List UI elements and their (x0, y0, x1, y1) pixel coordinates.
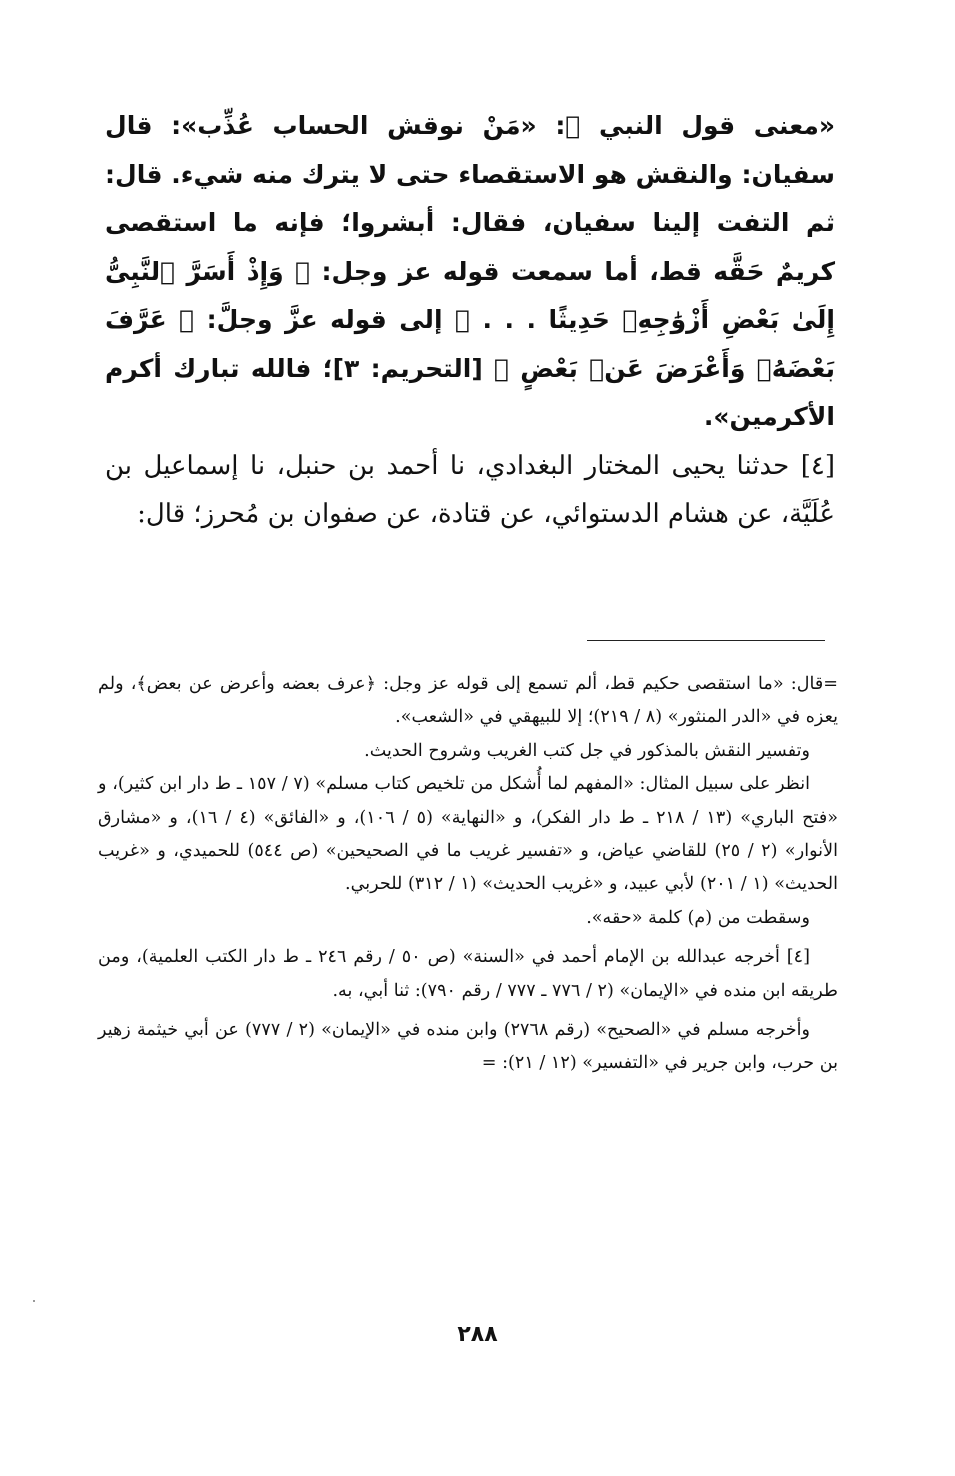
footnote-continuation: =قال: «ما استقصى حكيم قط، ألم تسمع إلى قوله عز وجل: ﴿عرف بعضه وأعرض عن بعض﴾، ولم يعزه في «الدر المنثور» (٨ / ٢١٩)؛ إلا للبيهقي في «الشعب». (98, 674, 838, 728)
footnotes (98, 668, 838, 1081)
footnote-paragraph: وأخرجه مسلم في «الصحيح» (رقم ٢٧٦٨) وابن منده في «الإيمان» (٢ / ٧٧٧) عن أبي خيثمة زهير بن حرب، وابن جرير في «التفسير» (١٢ / ٢١): = (98, 1020, 838, 1074)
page-number: ٢٨٨ (457, 1322, 498, 1347)
main-bold-paragraph: «معنى قول النبي ﷺ: «مَنْ نوقش الحساب عُذِّب»: قال سفيان: والنقش هو الاستقصاء حتى لا يترك منه شيء. قال: ثم التفت إلينا سفيان، فقال: أبشروا؛ فإنه ما استقصى كريمٌ حَقَّه قط، أما سمعت قوله عز وجل: ﴿ وَإِذْ أَسَرَّ ٱلنَّبِىُّ إِلَىٰ بَعْضِ أَزْوَٰجِهِۦ حَدِيثًا . . . ﴾ إلى قوله عزَّ وجلَّ: ﴿ عَرَّفَ بَعْضَهُۥ وَأَعْرَضَ عَنۢ بَعْضٍ ﴾ [التحريم: ٣]؛ فالله تبارك أكرم الأكرمين». (105, 111, 835, 431)
footnote-paragraph: [٤] أخرجه عبدالله بن الإمام أحمد في «السنة» (ص ٥٠ / رقم ٢٤٦ ـ ط دار الكتب العلمية)، ومن طريقه ابن منده في «الإيمان» (٢ / ٧٧٦ ـ ٧٧٧ / رقم ٧٩٠): ثنا أبي، به. (98, 947, 838, 1001)
scan-speck (33, 1300, 35, 1302)
main-text (105, 102, 835, 538)
hadith-paragraph: [٤] حدثنا يحيى المختار البغدادي، نا أحمد بن حنبل، نا إسماعيل بن عُلَيَّة، عن هشام الدستوائي، عن قتادة، عن صفوان بن مُحرز؛ قال: (105, 450, 835, 529)
footnote-paragraph: وسقطت من (م) كلمة «حقه». (586, 907, 810, 928)
footnote-divider (587, 640, 825, 641)
footnote-paragraph: انظر على سبيل المثال: «المفهم لما أُشكل من تلخيص كتاب مسلم» (٧ / ١٥٧ ـ ط دار ابن كثير)، و «فتح الباري» (١٣ / ٢١٨ ـ ط دار الفكر)، و «النهاية» (٥ / ١٠٦)، و «الفائق» (٤ / ١٦)، و «مشارق الأنوار» (٢ / ٢٥) للقاضي عياض، و «تفسير غريب ما في الصحيحين» (ص ٥٤٤) للحميدي، و «غريب الحديث» (١ / ٢٠١) لأبي عبيد، و «غريب الحديث» (١ / ٣١٢) للحربي. (98, 774, 838, 895)
footnote-paragraph: وتفسير النقش بالمذكور في جل كتب الغريب وشروح الحديث. (364, 740, 810, 761)
